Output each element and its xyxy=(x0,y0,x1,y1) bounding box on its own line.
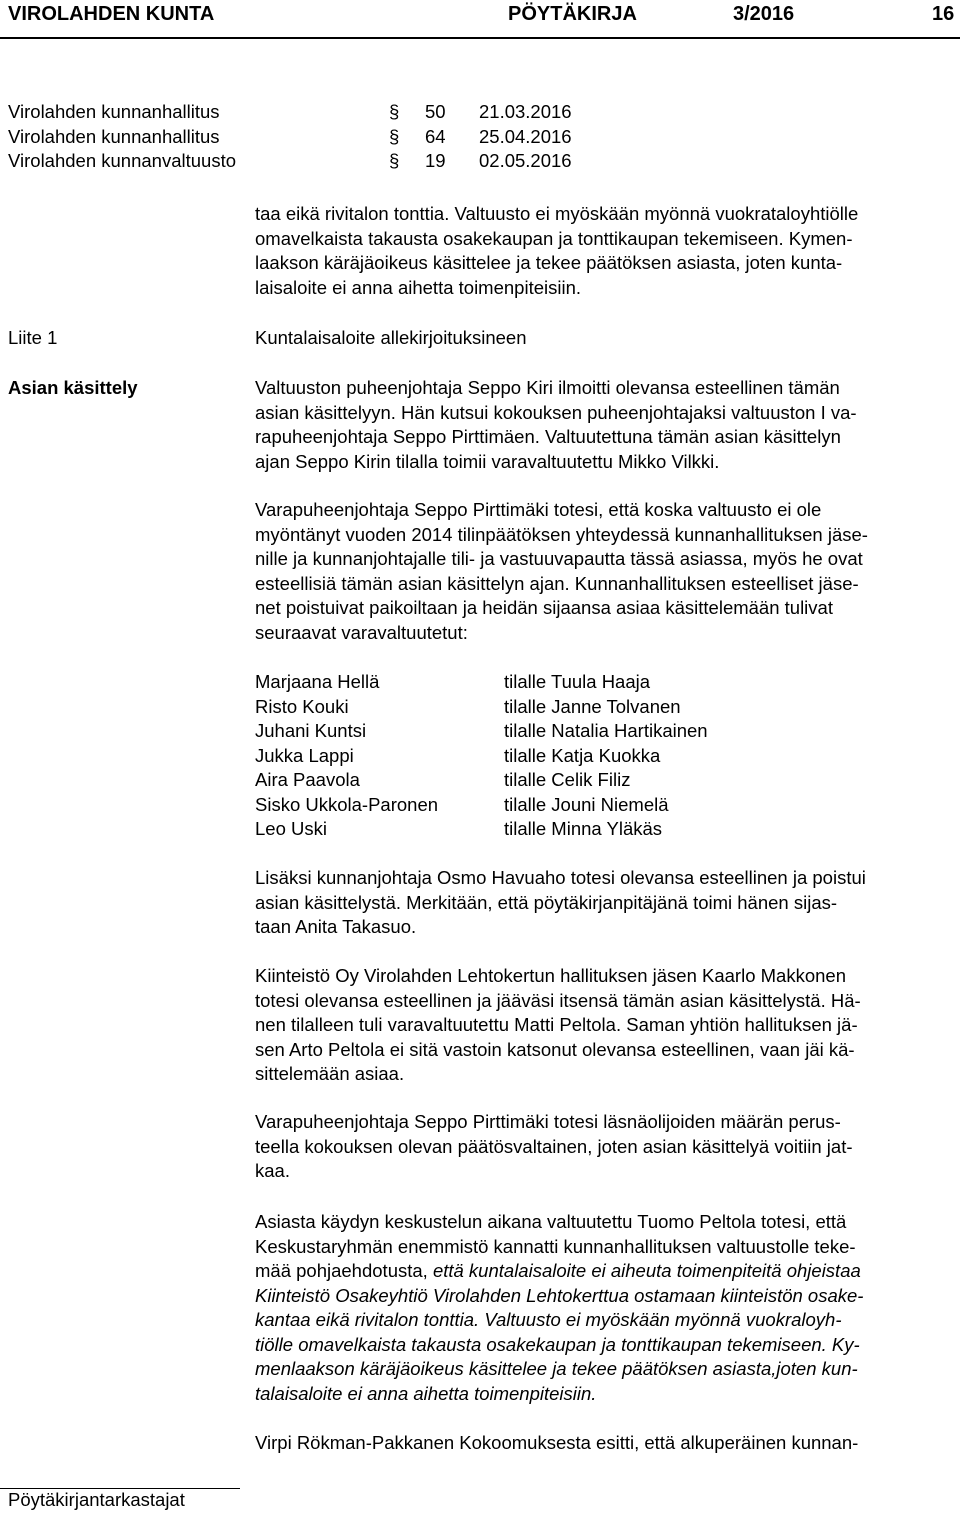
replacement-name: tilalle Minna Yläkäs xyxy=(504,818,663,839)
substitutes-list xyxy=(255,670,955,842)
attachment-label: Liite 1 xyxy=(8,327,58,348)
last-line: Virpi Rökman-Pakkanen Kokoomuksesta esitti, että alkuperäinen kunnan- xyxy=(255,1432,859,1453)
substitute-row xyxy=(255,670,955,695)
issue-number: 3/2016 xyxy=(733,3,795,25)
substitute-row xyxy=(255,793,955,818)
replacement-name: tilalle Tuula Haaja xyxy=(504,671,651,692)
after-paragraph-1-block xyxy=(255,866,955,940)
reference-body: Virolahden kunnanhallitus xyxy=(8,101,220,122)
processing-paragraph: Varapuheenjohtaja Seppo Pirttimäki totesi, että koska valtuusto ei ole myöntänyt vuoden 2014 tilinpäätöksen yhteydessä kunnanhallituksen jäse- nille ja kunnanjohtajalle tili- ja vastuuvapautta tässä asiassa, myös he ovat esteellisiä tämän asian käsittelyn ajan. Kunnanhallituksen esteelliset jäse- net poistuivat paikoiltaan ja heidän sijaansa asiaa käsittelemään tulivat seuraavat varavaltuutetut: xyxy=(255,499,868,643)
discussion-text: Asiasta käydyn keskustelun aikana valtuutettu Tuomo Peltola totesi, että Keskustaryhmän enemmistö kannatti kunnanhallituksen valtuustolle teke- mää pohjaehdotusta, xyxy=(255,1211,856,1281)
member-name: Leo Uski xyxy=(255,818,327,839)
replacement-name: tilalle Celik Filiz xyxy=(504,769,631,790)
reference-row xyxy=(8,100,958,125)
reference-date: 02.05.2016 xyxy=(479,150,572,171)
reference-body: Virolahden kunnanvaltuusto xyxy=(8,150,236,171)
processing-paragraph-1-block xyxy=(255,376,955,474)
reference-row xyxy=(8,125,958,150)
after-paragraph-2-block xyxy=(255,964,955,1087)
member-name: Sisko Ukkola-Paronen xyxy=(255,793,439,815)
intro-paragraph: taa eikä rivitalon tonttia. Valtuusto ei myöskään myönnä vuokrataloyhtiölle omavelkaista takausta osakekaupan ja tonttikaupan tekemiseen. Kymen- laakson käräjäoikeus käsittelee ja tekee päätöksen asiasta, joten kunta- laisaloite ei anna aihetta toimenpiteisiin. xyxy=(255,203,859,298)
reference-body: Virolahden kunnanhallitus xyxy=(8,125,220,147)
member-name: Aira Paavola xyxy=(255,769,360,790)
after-paragraph-3-block xyxy=(255,1110,955,1184)
processing-paragraph-2-block xyxy=(255,498,955,645)
section-symbol: § xyxy=(389,125,400,147)
reference-list xyxy=(8,100,958,174)
replacement-name: tilalle Natalia Hartikainen xyxy=(504,720,708,741)
org-name: VIROLAHDEN KUNTA xyxy=(8,3,215,25)
footer-label: Pöytäkirjantarkastajat xyxy=(8,1489,185,1510)
substitute-row xyxy=(255,744,955,769)
section-symbol: § xyxy=(389,101,400,122)
reference-row xyxy=(8,149,958,174)
page-number: 16 xyxy=(932,3,955,25)
reference-number: 19 xyxy=(425,150,446,171)
discussion-proposal-text: että kuntalaisaloite ei aiheuta toimenpiteitä ohjeistaa Kiinteistö Osakeyhtiö Virolahden Lehtokerttua ostamaan kiinteistön osake- kantaa eikä rivitalon tonttia. Valtuusto ei myöskään myönnä vuokraloyh- tiölle omavelkaista takausta osakekaupan ja tonttikaupan tekemiseen. Ky- menlaakson käräjäoikeus käsittelee ja tekee päätöksen asiasta,joten kun- talaisaloite ei anna aihetta toimenpiteisiin. xyxy=(255,1260,864,1404)
intro-paragraph-block xyxy=(255,202,955,300)
substitute-row xyxy=(255,719,955,744)
header-divider xyxy=(0,37,960,39)
substitute-row xyxy=(255,695,955,720)
replacement-name: tilalle Katja Kuokka xyxy=(504,744,661,766)
member-name: Juhani Kuntsi xyxy=(255,720,367,741)
after-paragraph: Lisäksi kunnanjohtaja Osmo Havuaho totesi olevansa esteellinen ja poistui asian käsittelystä. Merkitään, että pöytäkirjanpitäjänä toimi hänen sijas- taan Anita Takasuo. xyxy=(255,867,866,937)
member-name: Risto Kouki xyxy=(255,695,349,717)
reference-number: 50 xyxy=(425,101,446,122)
replacement-name: tilalle Janne Tolvanen xyxy=(504,695,681,717)
reference-date: 21.03.2016 xyxy=(479,101,572,122)
after-paragraph: Varapuheenjohtaja Seppo Pirttimäki totesi läsnäolijoiden määrän perus- teella kokouksen olevan päätösvaltainen, joten asian käsittelyä voitiin jat- kaa. xyxy=(255,1111,853,1181)
substitute-row xyxy=(255,817,955,842)
discussion-paragraph-block xyxy=(255,1210,955,1406)
processing-label: Asian käsittely xyxy=(8,377,138,398)
after-paragraph: Kiinteistö Oy Virolahden Lehtokertun hallituksen jäsen Kaarlo Makkonen totesi olevansa esteellinen ja jääväsi itsensä tämän asian käsittelystä. Hä- nen tilalleen tuli varavaltuutettu Matti Peltola. Saman yhtiön hallituksen jä- sen Arto Peltola ei sitä vastoin katsonut olevansa esteellinen, vaan jäi kä- sittelemään asiaa. xyxy=(255,965,861,1084)
reference-number: 64 xyxy=(425,125,446,147)
member-name: Jukka Lappi xyxy=(255,744,354,766)
attachment-text: Kuntalaisaloite allekirjoituksineen xyxy=(255,327,527,348)
reference-date: 25.04.2016 xyxy=(479,125,572,147)
replacement-name: tilalle Jouni Niemelä xyxy=(504,793,669,815)
document-type: PÖYTÄKIRJA xyxy=(508,3,637,25)
discussion-paragraph xyxy=(255,1210,955,1406)
substitute-row xyxy=(255,768,955,793)
processing-paragraph: Valtuuston puheenjohtaja Seppo Kiri ilmoitti olevansa esteellinen tämän asian käsittelyyn. Hän kutsui kokouksen puheenjohtajaksi valtuuston I va- rapuheenjohtaja Seppo Pirttimäen. Valtuutettuna tämän asian käsittelyn ajan Seppo Kirin tilalla toimii varavaltuutettu Mikko Vilkki. xyxy=(255,377,857,472)
section-symbol: § xyxy=(389,150,400,171)
member-name: Marjaana Hellä xyxy=(255,671,380,692)
